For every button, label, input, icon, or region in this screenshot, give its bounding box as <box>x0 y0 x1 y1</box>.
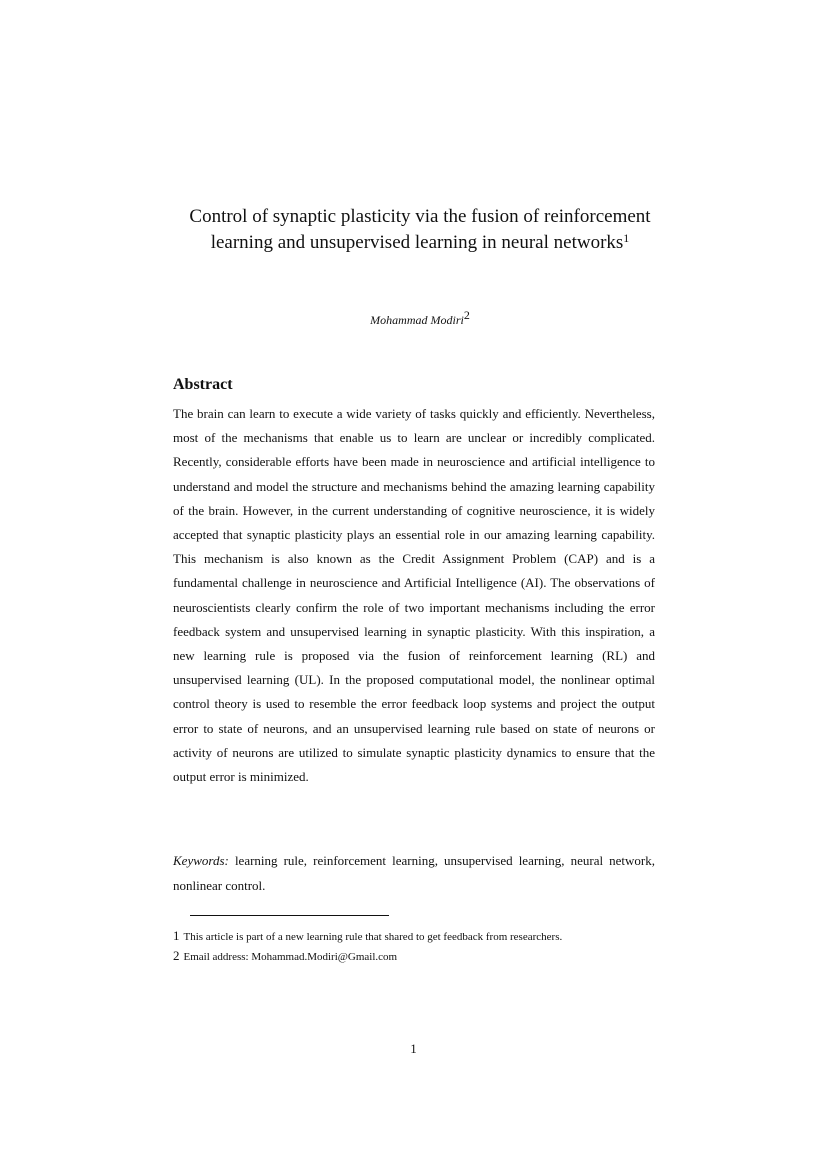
abstract-body: The brain can learn to execute a wide variety of tasks quickly and efficiently. Nevertheless, most of the mechanisms that enable us to learn are unclear or incredibly complicated. Recently, considerable efforts have been made in neuroscience and artificial intelligence to understand and model the structure and mechanisms behind the amazing learning capability of the brain. However, in the current understanding of cognitive neuroscience, it is widely accepted that synaptic plasticity plays an essential role in our amazing learning capability. This mechanism is also known as the Credit Assignment Problem (CAP) and is a fundamental challenge in neuroscience and Artificial Intelligence (AI). The observations of neuroscientists clearly confirm the role of two important mechanisms including the error feedback system and unsupervised learning in synaptic plasticity. With this inspiration, a new learning rule is proposed via the fusion of reinforcement learning (RL) and unsupervised learning (UL). In the proposed computational model, the nonlinear optimal control theory is used to resemble the error feedback loop systems and project the output error to state of neurons, and an unsupervised learning rule based on state of neurons or activity of neurons are utilized to simulate synaptic plasticity dynamics to ensure that the output error is minimized. <box>173 406 655 785</box>
author-name-text: Mohammad Modiri <box>370 313 464 327</box>
author-footnote-mark: 2 <box>463 308 470 322</box>
footnote-2-mark: 2 <box>173 948 180 963</box>
title-footnote-mark: 1 <box>623 231 630 245</box>
author-name <box>170 308 670 328</box>
page-number: 1 <box>410 1041 417 1056</box>
paper-title <box>170 204 670 256</box>
footnote-2 <box>173 948 397 965</box>
footnote-1-mark: 1 <box>173 928 180 943</box>
keywords-text: learning rule, reinforcement learning, unsupervised learning, neural network, nonlinear control. <box>173 853 656 893</box>
footnote-divider <box>190 915 389 916</box>
footnote-1-text: This article is part of a new learning rule that shared to get feedback from researchers. <box>183 931 563 943</box>
keywords <box>173 849 655 898</box>
footnote-1 <box>173 928 562 945</box>
footnote-2-text: Email address: Mohammad.Modiri@Gmail.com <box>183 951 398 963</box>
abstract-heading: Abstract <box>173 376 233 393</box>
keywords-label: Keywords: <box>173 853 229 868</box>
paper-title-text: Control of synaptic plasticity via the fusion of reinforcement learning and unsupervised learning in neural networks <box>189 206 651 253</box>
